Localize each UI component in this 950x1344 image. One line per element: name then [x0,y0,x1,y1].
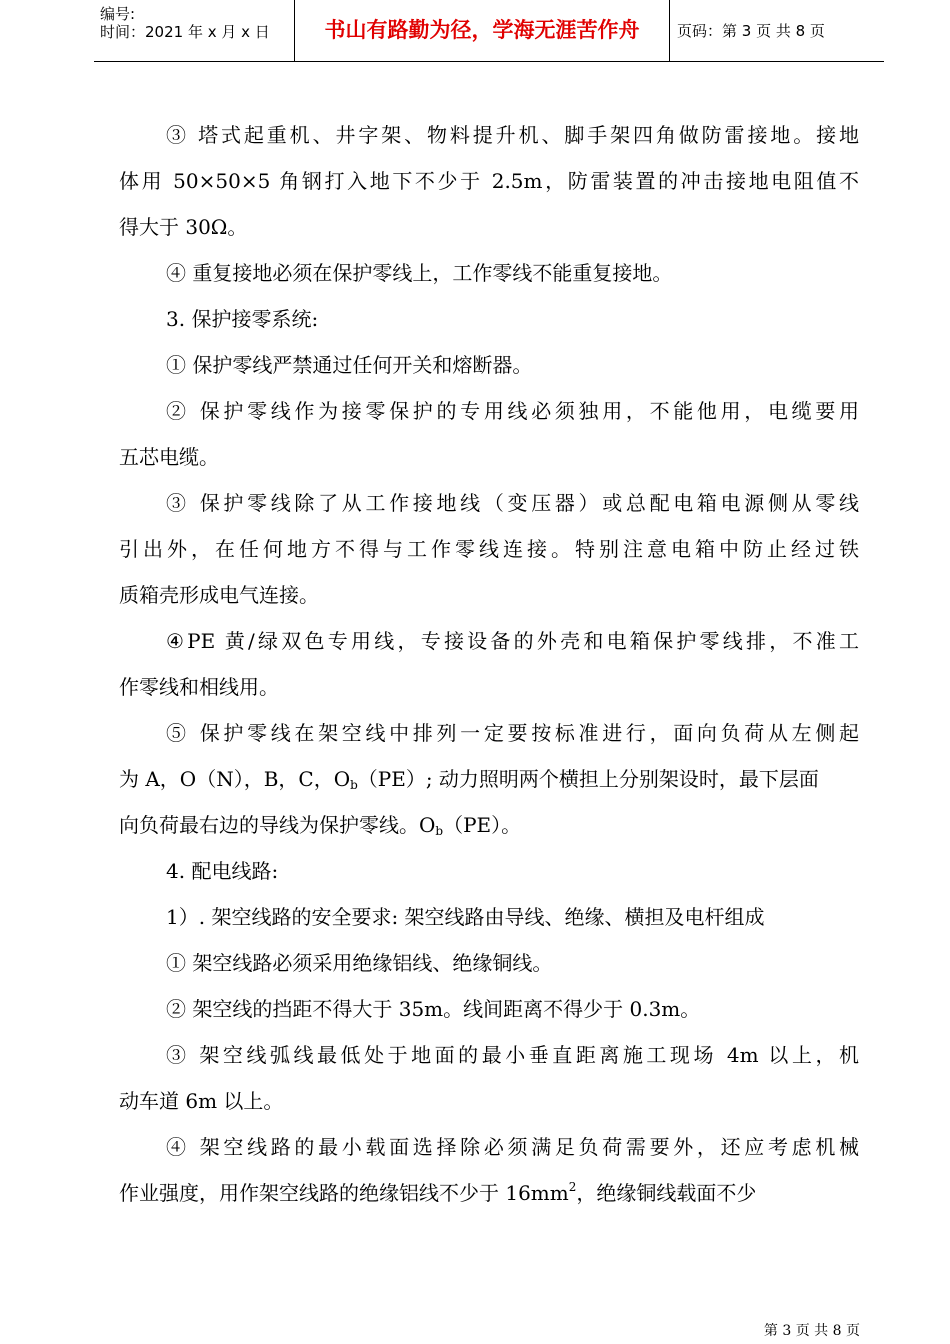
header-motto: 书山有路勤为径，学海无涯苦作舟 [324,17,640,42]
subscript: b [350,778,358,792]
text-line: ① 架空线路必须采用绝缘铝线、绝缘铜线。 [166,951,553,975]
page-footer-number: 第 3 页 共 8 页 [763,1323,860,1339]
text-line: ④PE 黄/绿双色专用线，专接设备的外壳和电箱保护零线排，不准工 [166,629,859,653]
text-segment: 向负荷最右边的导线为保护零线。O [119,813,436,837]
document-date-label: 时间：2021 年 x 月 x 日 [100,23,270,41]
text-segment: 作业强度，用作架空线路的绝缘铝线不少于 16mm [119,1181,569,1205]
text-line: ④ 重复接地必须在保护零线上，工作零线不能重复接地。 [166,261,673,285]
text-segment: ，绝缘铜线载面不少 [576,1181,757,1205]
document-number-label: 编号: [100,5,136,23]
header-page-number: 页码：第 3 页 共 8 页 [677,22,825,40]
text-line: ③ 保护零线除了从工作接地线（变压器）或总配电箱电源侧从零线 [166,491,859,515]
header-info-cell [94,0,294,61]
text-line: 作零线和相线用。 [119,675,279,699]
header-motto-cell [294,0,670,61]
text-line: 体用 50×50×5 角钢打入地下不少于 2.5m，防雷装置的冲击接地电阻值不 [119,169,859,193]
text-line: 引出外，在任何地方不得与工作零线连接。特别注意电箱中防止经过铁 [119,537,859,561]
text-line: ② 保护零线作为接零保护的专用线必须独用，不能他用，电缆要用 [166,399,859,423]
text-line: ⑤ 保护零线在架空线中排列一定要按标准进行，面向负荷从左侧起 [166,721,859,745]
text-line: ③ 架空线弧线最低处于地面的最小垂直距离施工现场 4m 以上，机 [166,1043,859,1067]
text-segment: （PE）; 动力照明两个横担上分别架设时，最下层面 [357,767,819,791]
text-line: ① 保护零线严禁通过任何开关和熔断器。 [166,353,533,377]
header-page-cell [669,0,884,61]
text-segment: 为 A，O（N），B，C，O [119,767,351,791]
text-line: 得大于 30Ω。 [119,215,248,239]
text-line: 动车道 6m 以上。 [119,1089,284,1113]
section-heading: 3. 保护接零系统: [166,307,319,331]
text-line: 五芯电缆。 [119,445,219,469]
subscript: b [435,824,444,838]
text-line: 1）. 架空线路的安全要求: 架空线路由导线、绝缘、横担及电杆组成 [166,905,765,929]
superscript: 2 [568,1180,577,1194]
text-line-with-subscript [119,802,859,848]
document-body [119,112,859,1216]
text-line-with-superscript [119,1170,859,1216]
page-header [94,0,884,62]
text-line: ③ 塔式起重机、井字架、物料提升机、脚手架四角做防雷接地。接地 [166,123,859,147]
text-segment: （PE）。 [443,813,522,837]
section-heading: 4. 配电线路: [166,859,279,883]
text-line-with-subscript [119,756,859,802]
text-line: 质箱壳形成电气连接。 [119,583,319,607]
text-line: ② 架空线的挡距不得大于 35m。线间距离不得少于 0.3m。 [166,997,701,1021]
text-line: ④ 架空线路的最小载面选择除必须满足负荷需要外，还应考虑机械 [166,1135,859,1159]
